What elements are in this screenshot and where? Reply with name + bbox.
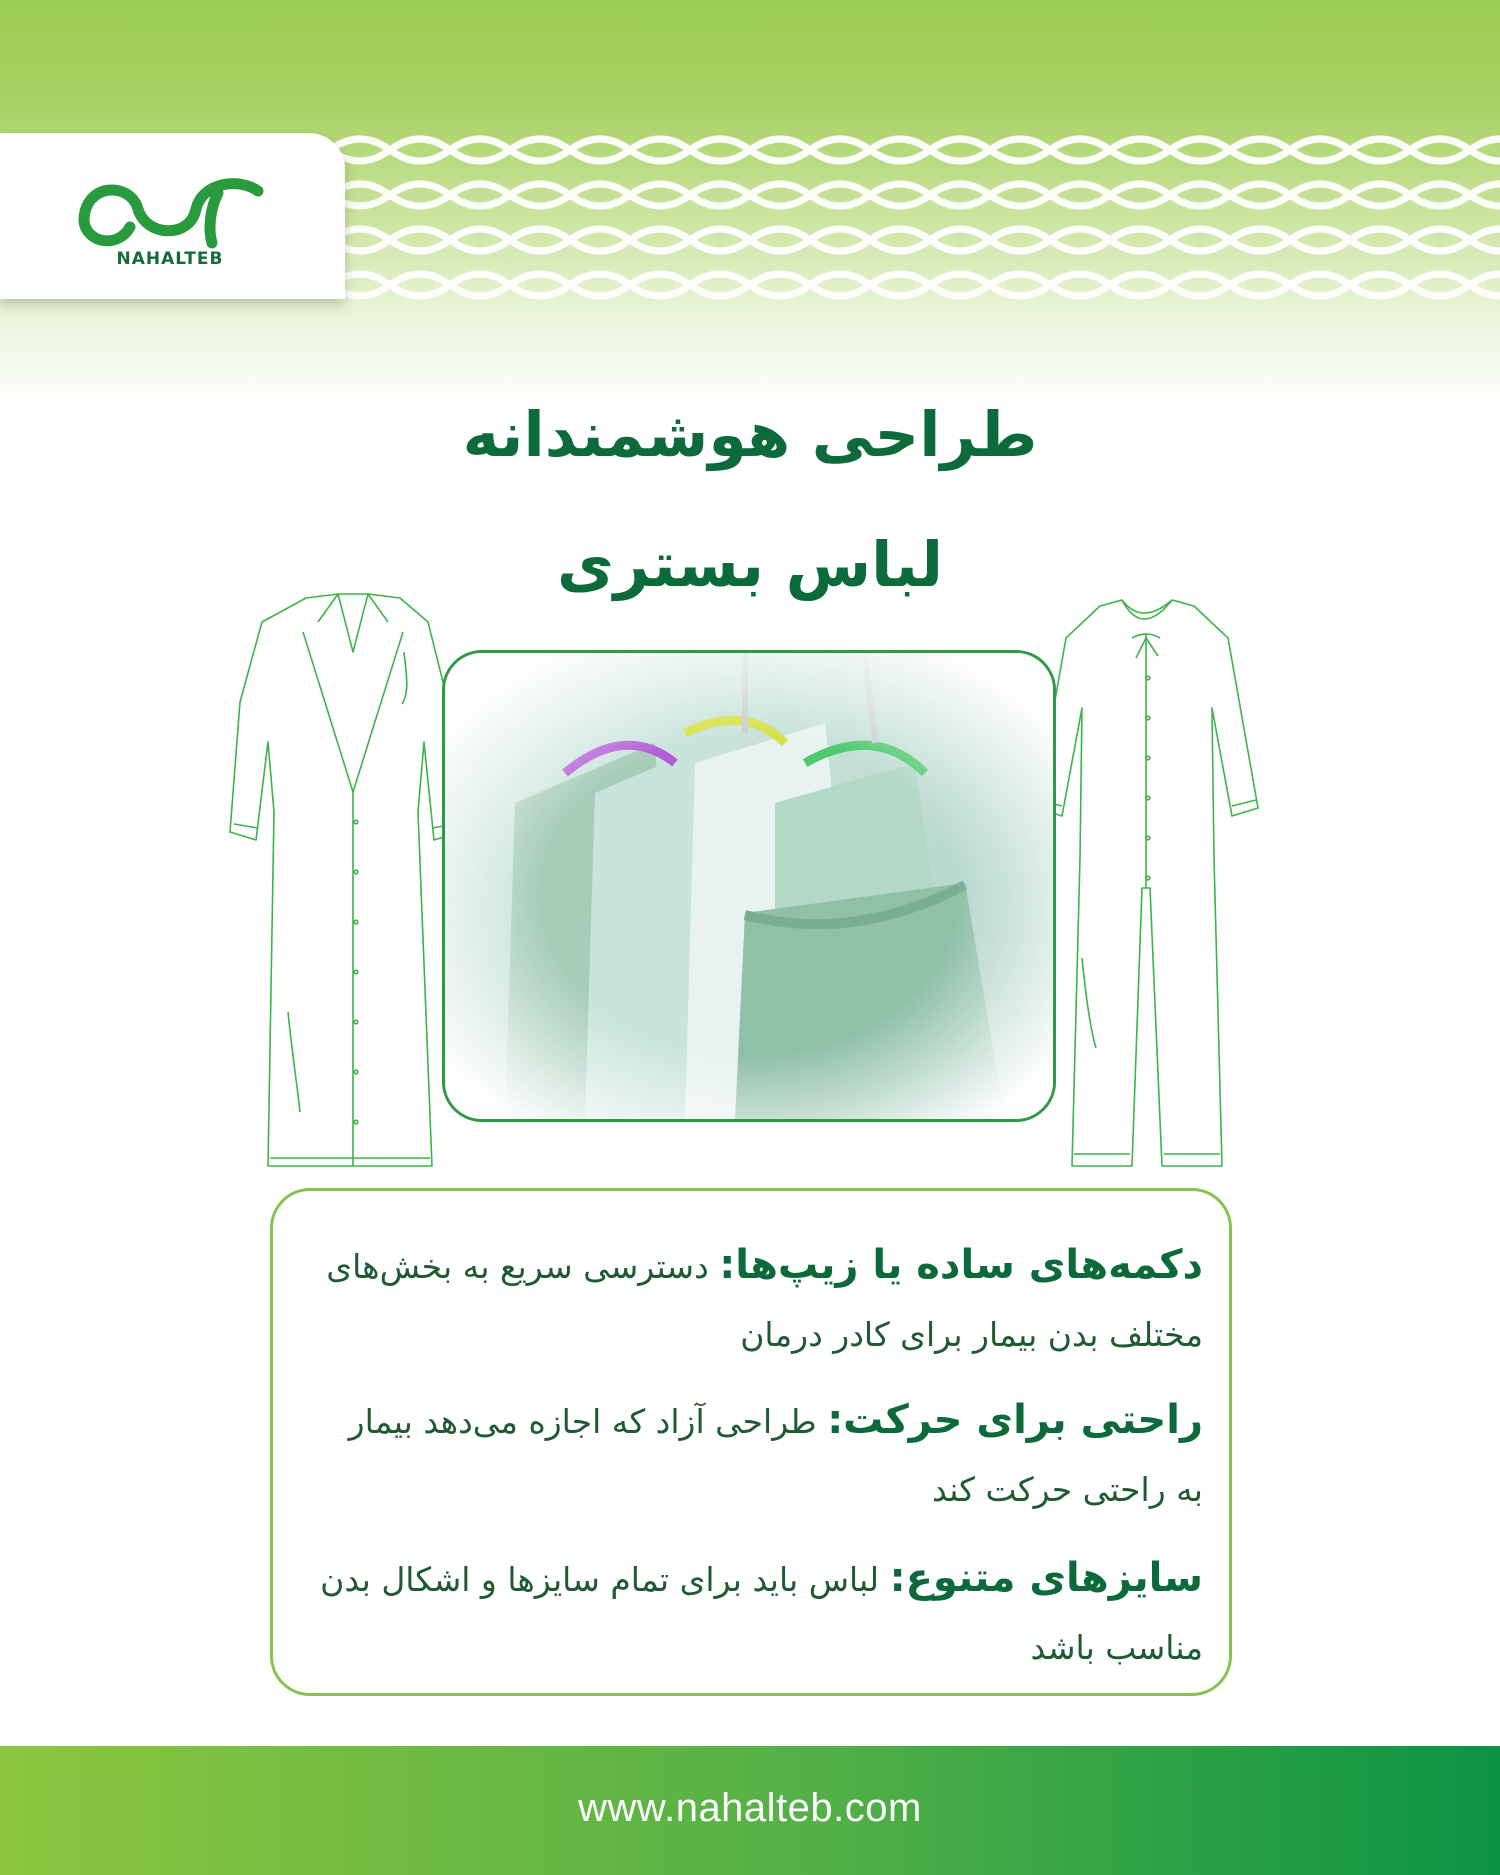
feature-text: لباس باید برای تمام سایزها و اشکال بدن مناسب باشد (320, 1560, 1203, 1667)
feature-title: سایزهای متنوع: (889, 1555, 1203, 1601)
feature-text: دسترسی سریع به بخش‌های مختلف بدن بیمار برای کادر درمان (326, 1247, 1203, 1354)
hanging-scrubs-photo (442, 650, 1056, 1122)
patient-jumpsuit-outline-icon (1022, 598, 1272, 1170)
logo-card (0, 133, 345, 299)
hanging-scrubs-photo-icon (445, 653, 1053, 1119)
feature-item (313, 1231, 1203, 1369)
feature-title: راحتی برای حرکت: (827, 1397, 1203, 1443)
feature-text: طراحی آزاد که اجازه می‌دهد بیمار به راحتی حرکت کند (348, 1402, 1203, 1509)
footer-band (0, 1746, 1500, 1875)
wave-pattern-decoration (330, 130, 1500, 310)
logo-text: NAHALTEB (116, 249, 224, 269)
hospital-gown-outline-icon (228, 592, 478, 1170)
infinity-wave-logo-icon (78, 163, 264, 259)
features-box (270, 1188, 1232, 1696)
page-title-line1: طراحی هوشمندانه (462, 398, 1038, 471)
feature-item (313, 1386, 1203, 1524)
feature-title: دکمه‌های ساده یا زیپ‌ها: (719, 1242, 1203, 1288)
page-title-line2: لباس بستری (556, 528, 944, 601)
website-link[interactable]: www.nahalteb.com (578, 1786, 922, 1830)
feature-item (313, 1544, 1203, 1682)
